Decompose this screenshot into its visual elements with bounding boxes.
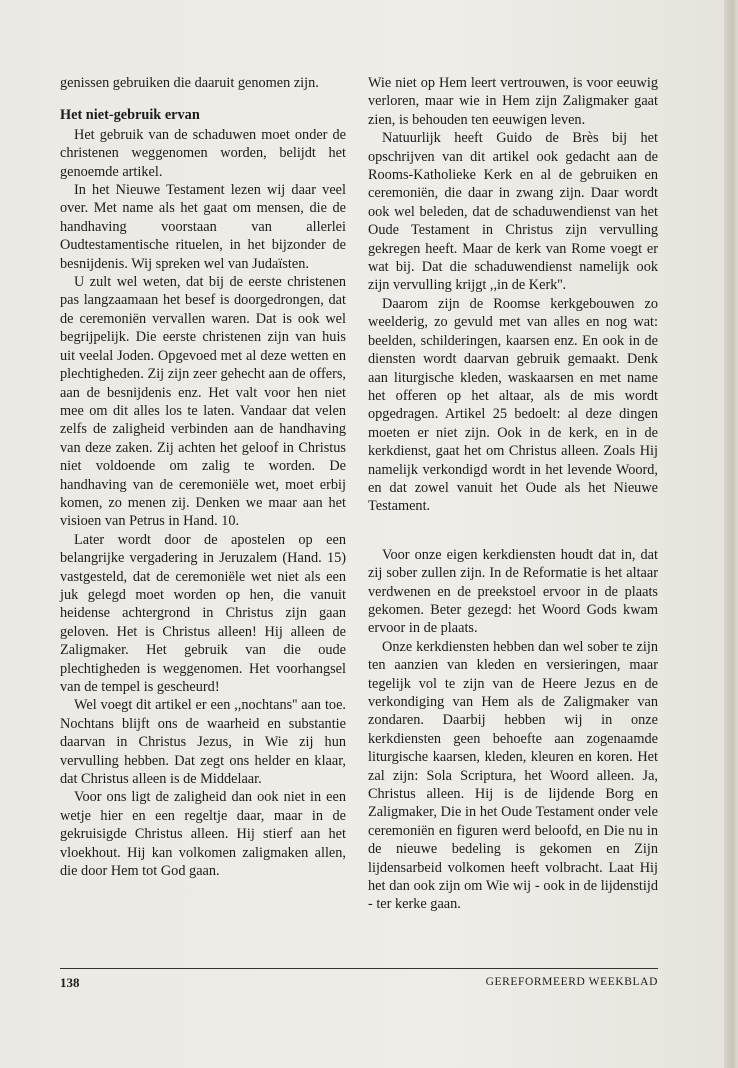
paragraph: U zult wel weten, dat bij de eerste christenen pas langzaamaan het besef is doorgedrongen, dat de ceremoniën vervallen waren. Dat is ook wel begrijpelijk. Die eerste christenen zijn van huis uit veelal Joden. Opgevoed met al deze wetten en plechtigheden. Zij zijn zeer gehecht aan de offers, aan de besnijdenis enz. Het valt voor hen niet mee om dit alles los te laten. Vandaar dat velen zelfs de zaligheid verbinden aan de handhaving van deze zaken. Zij achten het geloof in Christus niet voldoende om zalig te worden. De handhaving van de ceremoniële wet, moet erbij komen, zo menen zij. Denken we maar aan het visioen van Petrus in Hand. 10. [60,274,346,530]
page-edge [724,0,738,1068]
paragraph: Het gebruik van de schaduwen moet onder de christenen weggenomen worden, belijdt het genoemde artikel. [60,126,346,180]
publication-title: GEREFORMEERD WEEKBLAD [485,976,658,988]
section-gap [368,516,658,546]
paragraph: Natuurlijk heeft Guido de Brès bij het opschrijven van dit artikel ook gedacht aan de Rooms-Katholieke Kerk en al de gebruiken en ceremoniën, die daar in zwang zijn. Daar wordt ook wel beleden, dat de schaduwendienst van het Oude Testament in Christus zijn vervulling gekregen heeft. Maar de kerk van Rome voegt er wat bij. Dat die schaduwendienst namelijk ook zijn vervulling krijgt ,,in de Kerk''. [368,130,658,294]
paragraph: Wie niet op Hem leert vertrouwen, is voor eeuwig verloren, maar wie in Hem zijn Zaligmaker gaat zien, is behouden ten eeuwigen leven. [368,75,658,128]
paragraph: In het Nieuwe Testament lezen wij daar veel over. Met name als het gaat om mensen, die de handhaving voorstaan van allerlei Oudtestamentische rituelen, in het bijzonder de besnijdenis. Wij spreken wel van Judaïsten. [60,182,346,272]
paragraph: Later wordt door de apostelen op een belangrijke vergadering in Jeruzalem (Hand. 15) vastgesteld, dat de ceremoniële wet niet als een juk gelegd moet worden op hen, die vanuit heidense achtergrond in Christus zijn gaan geloven. Het is Christus alleen! Hij alleen de Zaligmaker. Het gebruik van die oude plechtigheden is weggenomen. Het voorhangsel van de tempel is gescheurd! [60,531,346,695]
section-heading: Het niet-gebruik ervan [60,107,200,124]
paragraph: genissen gebruiken die daaruit genomen zijn. [60,75,319,91]
paragraph: Wel voegt dit artikel er een ,,nochtans'' aan toe. Nochtans blijft ons de waarheid en substantie daarvan in Christus Jezus, in Wie zij hun vervulling hebben. Dat zegt ons helder en klaar, dat Christus alleen is de Middelaar. [60,697,346,788]
right-column [368,74,658,914]
paragraph: Voor onze eigen kerkdiensten houdt dat in, dat zij sober zullen zijn. In de Reformatie is het altaar verdwenen en de preekstoel ervoor in de plaats gekomen. Beter gezegd: het Woord Gods kwam ervoor in de plaats. [368,546,658,637]
page-number: 138 [60,975,80,990]
paragraph: Voor ons ligt de zaligheid dan ook niet in een wetje hier en een regeltje daar, maar in de gekruisigde Christus alleen. Hij stierf aan het vloekhout. Hij kan volkomen zaligmaken allen, die door Hem tot God gaan. [60,789,346,880]
left-column [60,74,346,880]
footer-rule [60,968,658,969]
paragraph: Daarom zijn de Roomse kerkgebouwen zo weelderig, zo gevuld met van alles en nog wat: beelden, schilderingen, kaarsen enz. En ook in de diensten wordt daarvan gebruik gemaakt. Denk aan liturgische kleden, waskaarsen en met name het offeren op het altaar, als de mis wordt opgedragen. Artikel 25 bedoelt: al deze dingen moeten er niet zijn. Ook in de kerk, en in de kerkdienst, gaat het om Christus alleen. Zoals Hij namelijk verkondigd wordt in het levende Woord, en dat zowel vanuit het Oude als het Nieuwe Testament. [368,295,658,515]
paragraph: Onze kerkdiensten hebben dan wel sober te zijn ten aanzien van kleden en versieringen, maar tegelijk vol te zijn van de Heere Jezus en de verkondiging van Hem als de Zaligmaker van zondaren. Daarbij hebben wij in onze kerkdiensten geen behoefte aan zogenaamde liturgische kaarsen, kleden, kleuren en koren. Het zal zijn: Sola Scriptura, het Woord alleen. Ja, Christus alleen. Hij is de lijdende Borg en Zaligmaker, Die in het Oude Testament onder vele ceremoniën en figuren werd beloofd, en Die nu in de nieuwe bedeling is gekomen en Zijn lijdensarbeid volkomen heeft volbracht. Laat Hij het dan ook zijn om Wie wij - ook in de lijdenstijd - ter kerke gaan. [368,638,658,913]
